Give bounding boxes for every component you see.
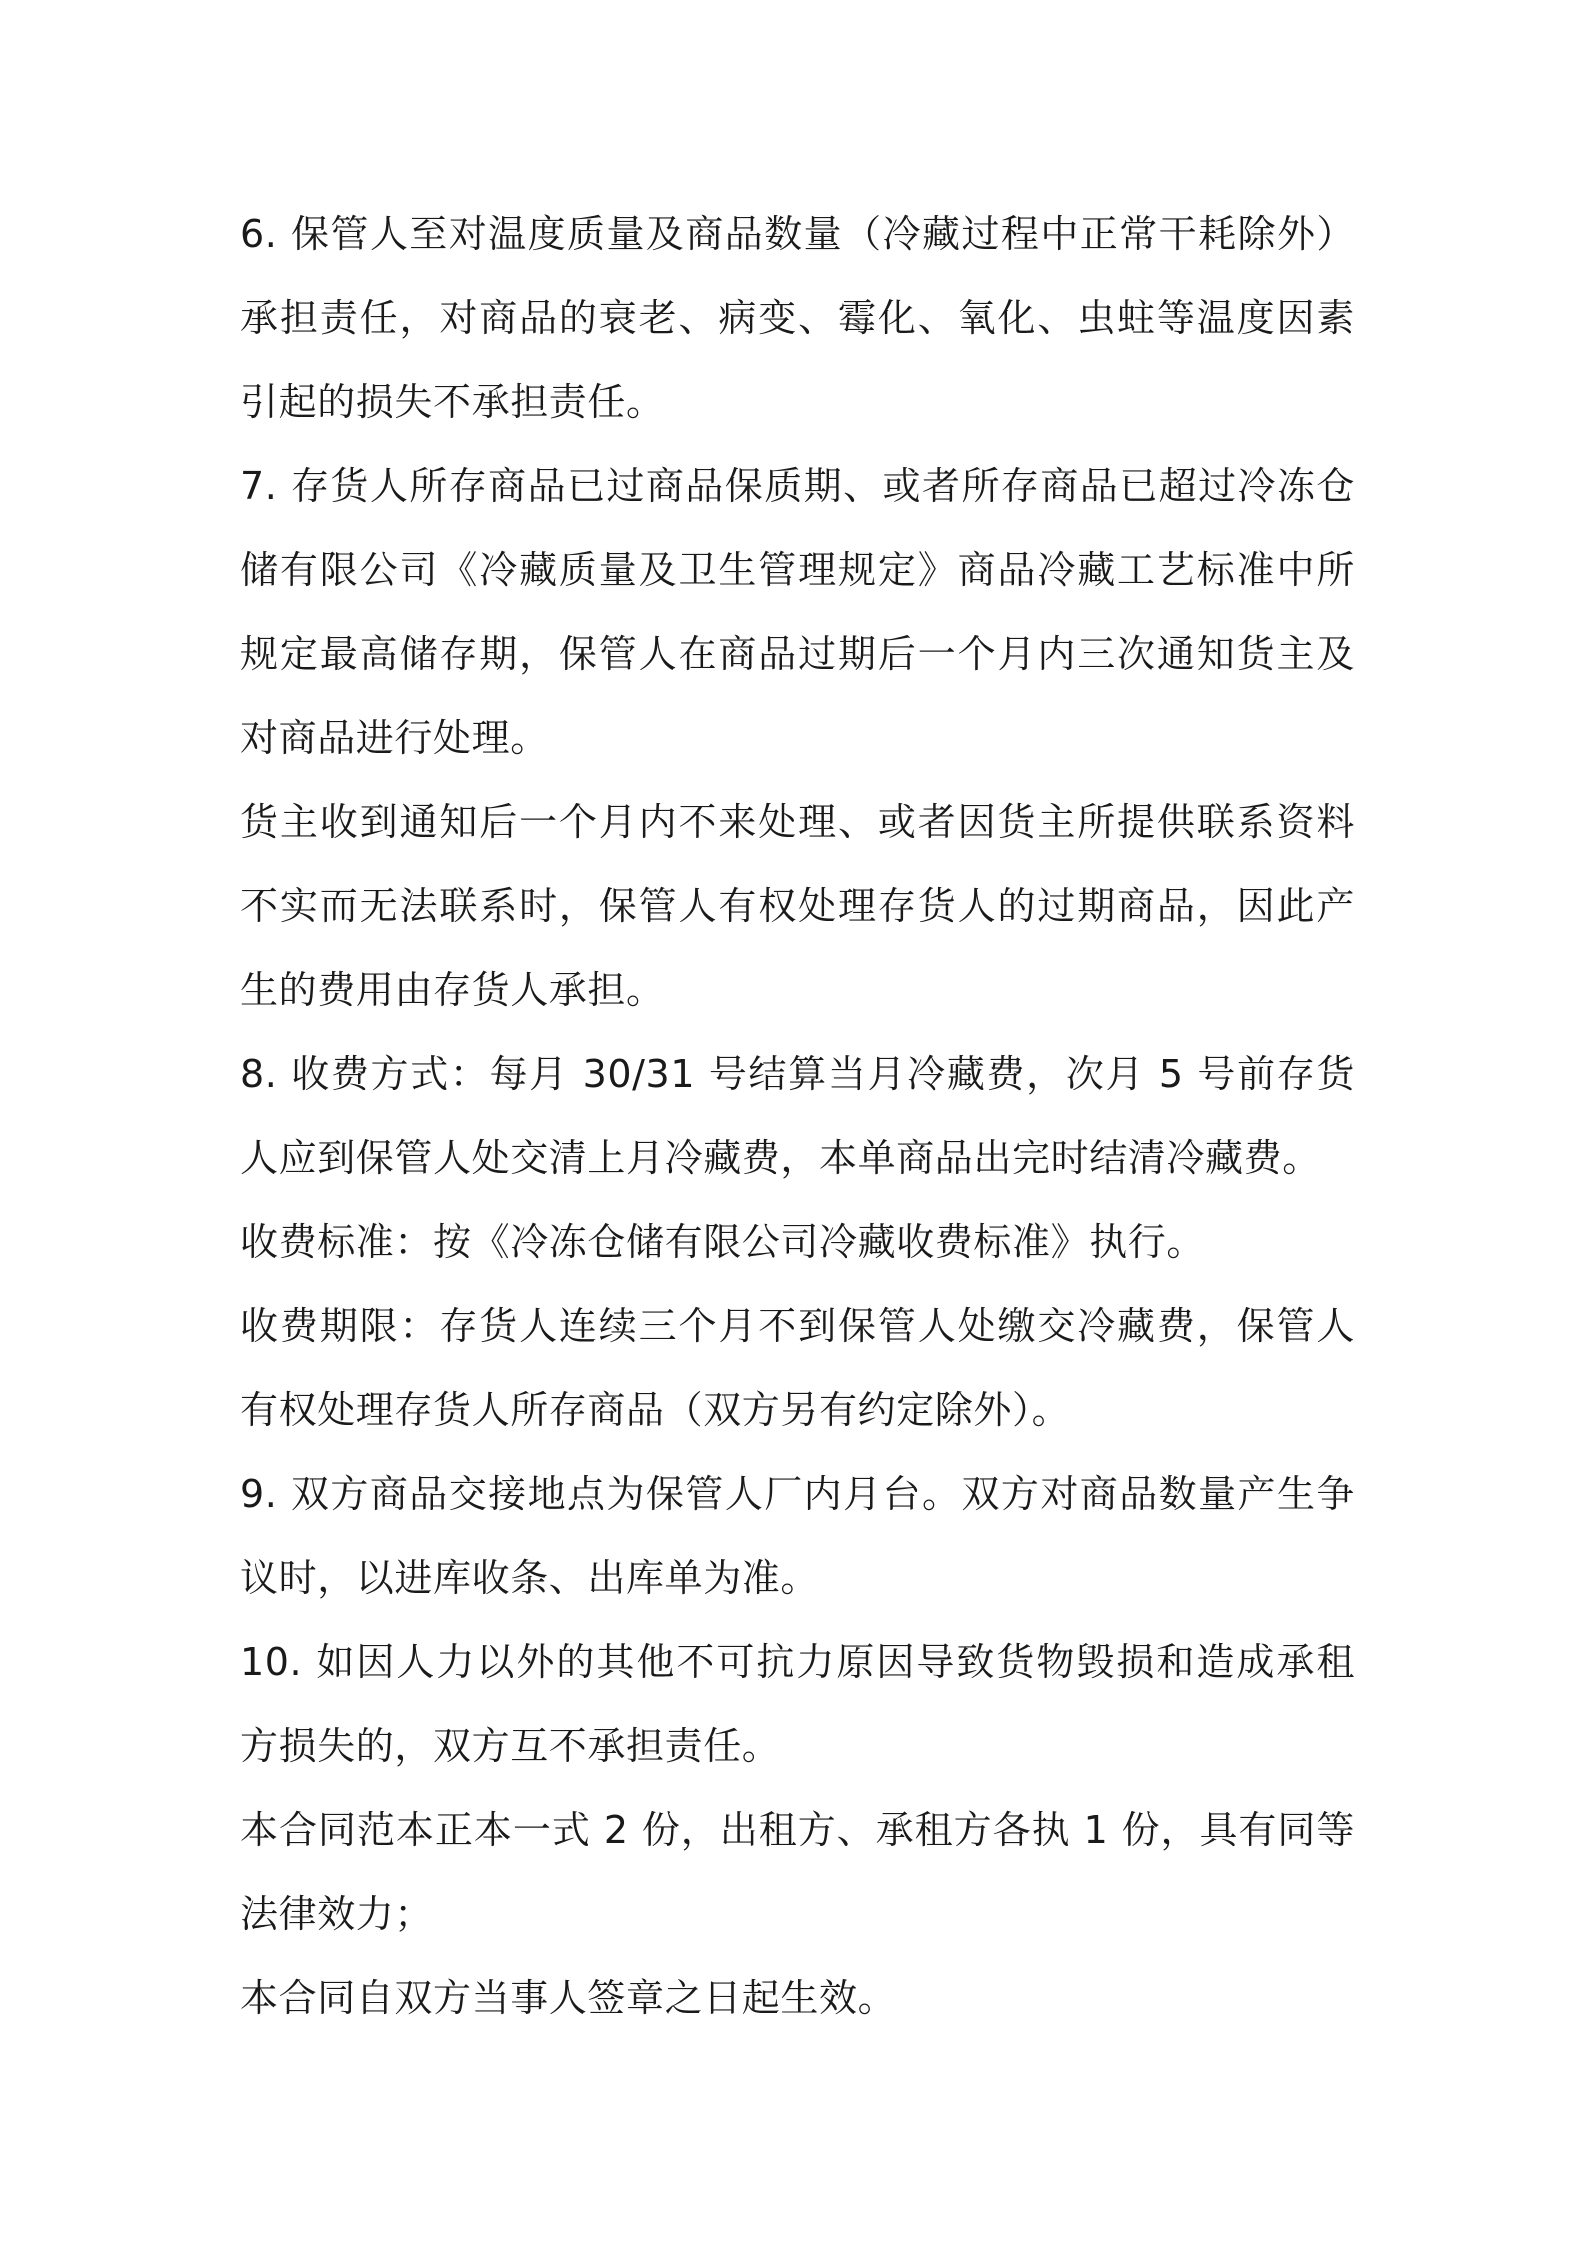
- clause-9: 9. 双方商品交接地点为保管人厂内月台。双方对商品数量产生争议时，以进库收条、出库单为准。: [240, 1472, 1355, 1600]
- clause-10: 10. 如因人力以外的其他不可抗力原因导致货物毁损和造成承租方损失的，双方互不承担责任。: [240, 1640, 1355, 1768]
- clause-7-continuation: 货主收到通知后一个月内不来处理、或者因货主所提供联系资料不实而无法联系时，保管人有权处理存货人的过期商品，因此产生的费用由存货人承担。: [240, 800, 1355, 1012]
- fee-standard: 收费标准：按《冷冻仓储有限公司冷藏收费标准》执行。: [240, 1220, 1206, 1264]
- clause-6: 6. 保管人至对温度质量及商品数量（冷藏过程中正常干耗除外）承担责任，对商品的衰老、病变、霉化、氧化、虫蛀等温度因素引起的损失不承担责任。: [240, 212, 1355, 424]
- copies-clause: 本合同范本正本一式 2 份，出租方、承租方各执 1 份，具有同等法律效力；: [240, 1808, 1355, 1936]
- clause-8: 8. 收费方式：每月 30/31 号结算当月冷藏费，次月 5 号前存货人应到保管人处交清上月冷藏费，本单商品出完时结清冷藏费。: [240, 1052, 1355, 1180]
- clause-7: 7. 存货人所存商品已过商品保质期、或者所存商品已超过冷冻仓储有限公司《冷藏质量及卫生管理规定》商品冷藏工艺标准中所规定最高储存期，保管人在商品过期后一个月内三次通知货主及对商品进行处理。: [240, 464, 1355, 760]
- effective-clause: 本合同自双方当事人签章之日起生效。: [240, 1976, 897, 2020]
- fee-deadline: 收费期限：存货人连续三个月不到保管人处缴交冷藏费，保管人有权处理存货人所存商品（双方另有约定除外）。: [240, 1304, 1355, 1432]
- document-body: [240, 192, 1355, 2040]
